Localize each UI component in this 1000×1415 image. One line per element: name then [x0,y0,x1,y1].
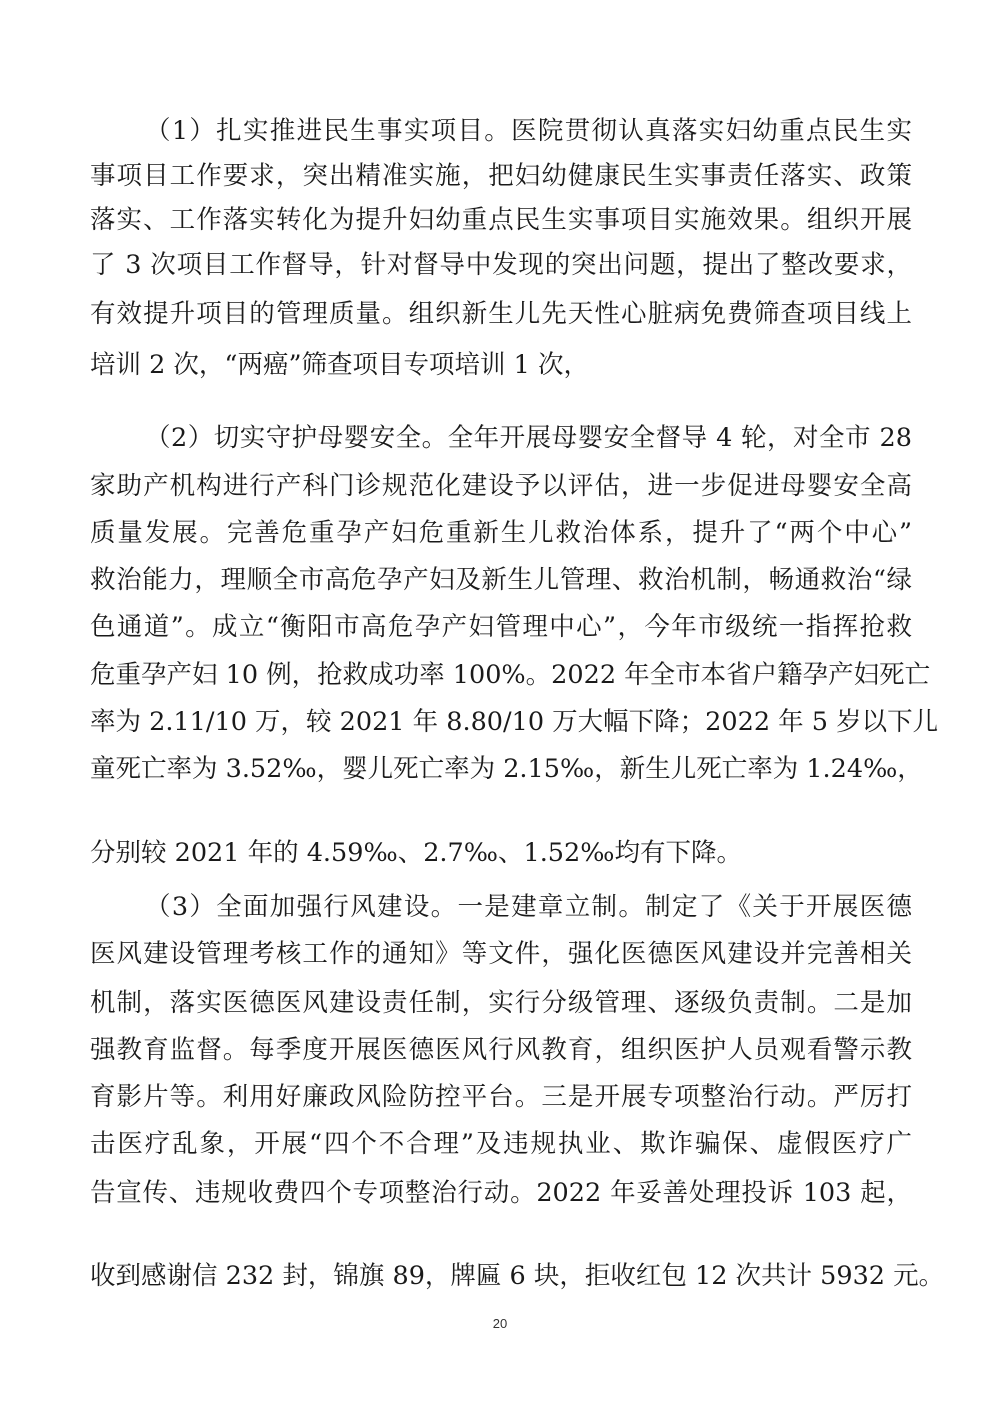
paragraph-2-line-1: （2）切实守护母婴安全。全年开展母婴安全督导 4 轮，对全市 28 [145,423,912,453]
paragraph-1-line-1: （1）扎实推进民生事实项目。医院贯彻认真落实妇幼重点民生实 [145,116,912,146]
paragraph-1-line-2: 事项目工作要求，突出精准实施，把妇幼健康民生实事责任落实、政策 [90,161,912,191]
paragraph-2-line-9: 分别较 2021 年的 4.59‰、2.7‰、1.52‰均有下降。 [90,838,742,868]
paragraph-2-line-3: 质量发展。完善危重孕产妇危重新生儿救治体系，提升了“两个中心” [90,518,912,548]
paragraph-1-line-6: 培训 2 次，“两癌”筛查项目专项培训 1 次， [90,350,589,380]
paragraph-3-line-3: 机制，落实医德医风建设责任制，实行分级管理、逐级负责制。二是加 [90,988,912,1018]
paragraph-3-line-2: 医风建设管理考核工作的通知》等文件，强化医德医风建设并完善相关 [90,939,912,969]
paragraph-3-line-6: 击医疗乱象，开展“四个不合理”及违规执业、欺诈骗保、虚假医疗广 [90,1129,912,1159]
paragraph-2-line-7: 率为 2.11/10 万，较 2021 年 8.80/10 万大幅下降；2022 年 5 岁以下儿 [90,707,939,737]
paragraph-3-line-5: 育影片等。利用好廉政风险防控平台。三是开展专项整治行动。严厉打 [90,1082,912,1112]
paragraph-2-line-2: 家助产机构进行产科门诊规范化建设予以评估，进一步促进母婴安全高 [90,471,912,501]
paragraph-1-line-4: 了 3 次项目工作督导，针对督导中发现的突出问题，提出了整改要求， [90,250,912,280]
paragraph-1-line-5: 有效提升项目的管理质量。组织新生儿先天性心脏病免费筛查项目线上 [90,299,912,329]
paragraph-1-line-3: 落实、工作落实转化为提升妇幼重点民生实事项目实施效果。组织开展 [90,205,912,235]
paragraph-2-line-6: 危重孕产妇 10 例，抢救成功率 100%。2022 年全市本省户籍孕产妇死亡 [90,660,931,690]
paragraph-2-line-8: 童死亡率为 3.52‰，婴儿死亡率为 2.15‰，新生儿死亡率为 1.24‰， [90,754,923,784]
paragraph-2-line-5: 色通道”。成立“衡阳市高危孕产妇管理中心”，今年市级统一指挥抢救 [90,612,912,642]
paragraph-2-line-4: 救治能力，理顺全市高危孕产妇及新生儿管理、救治机制，畅通救治“绿 [90,565,912,595]
paragraph-3-line-8: 收到感谢信 232 封，锦旗 89，牌匾 6 块，拒收红包 12 次共计 5932 元。 [90,1261,945,1291]
paragraph-3-line-4: 强教育监督。每季度开展医德医风行风教育，组织医护人员观看警示教 [90,1035,912,1065]
paragraph-3-line-7: 告宣传、违规收费四个专项整治行动。2022 年妥善处理投诉 103 起， [90,1178,912,1208]
paragraph-3-line-1: （3）全面加强行风建设。一是建章立制。制定了《关于开展医德 [145,892,912,922]
page-number: 20 [492,1316,508,1331]
